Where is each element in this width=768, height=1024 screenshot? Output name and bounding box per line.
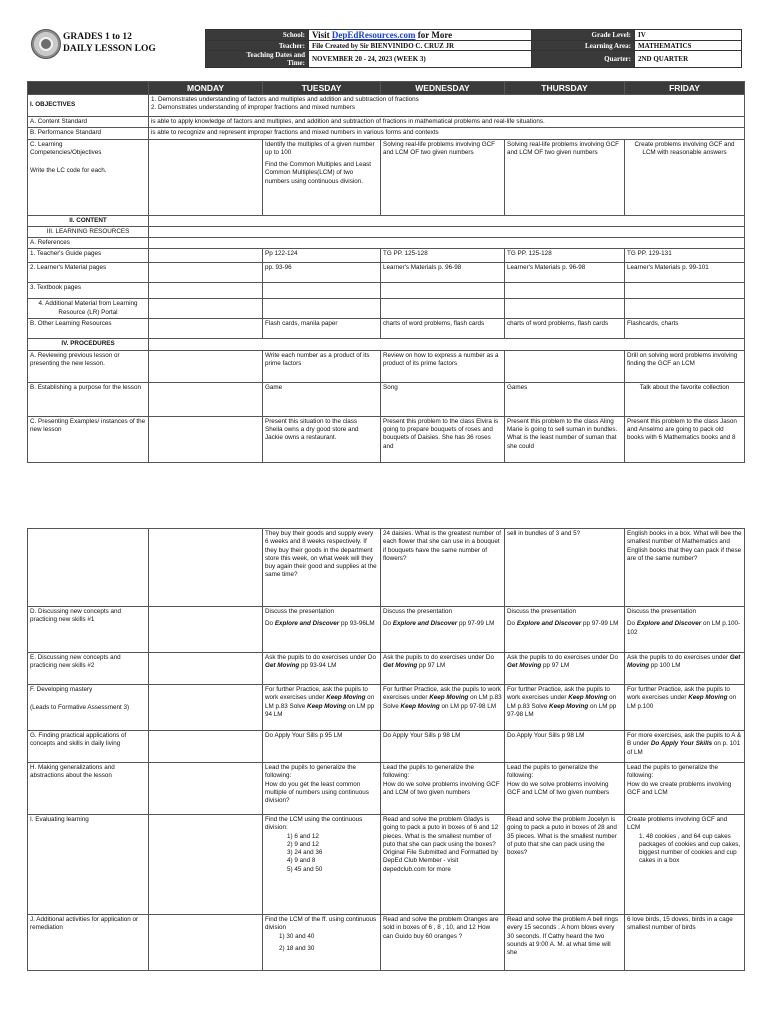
quarter-label: Quarter:: [532, 51, 635, 68]
day-thursday: THURSDAY: [505, 82, 625, 95]
additional-material-label: 4. Additional Material from Learning Resource (LR) Portal: [28, 299, 149, 319]
lesson-plan-table-continued: [27, 528, 745, 971]
log-header: [27, 26, 744, 70]
content-label: II. CONTENT: [28, 215, 149, 226]
presenting-continued-row: They buy their goods and supply every 6 weeks and 8 weeks respectively. If they buy their goods in the department store this week, on what week will they buy again their good and supplies at the same time? 24 daisies. What is the greatest number of each flower that she can use in a bouquet if bouquets have the same number of flowers? sell in bundles of 3 and 5? English books in a box. What will bee the smallest number of Mathematics and English books that they can pack if these are of the same number?: [28, 529, 745, 607]
additional-activities-row: J. Additional activities for application or remediation Find the LCM of the ff. using continuous division 1) 30 and 40 2) 18 and 30 Read and solve the problem Oranges are sold in boxes of 6 , 8 , 10, and 12 How can Guido buy 60 oranges ? Read and solve the problem A bell rings every 15 seconds . A horn blows every 30 seconds. If Cathy heard the two sounds at 9:00 A. M. at what time will she 6 love birds, 15 doves, birds in a cage smallest number of birds: [28, 915, 745, 971]
performance-standard-row: [28, 128, 745, 139]
deped-seal-icon: [31, 29, 61, 59]
learners-material-row: 2. Learner's Material pages pp. 93-96 Learner's Materials p. 96-98 Learner's Materials p. 96-98 Learner's Materials p. 99-101: [28, 263, 745, 283]
presenting-row: C. Presenting Examples/ instances of the new lesson Present this situation to the class Sheila owns a dry good store and Jackie owns a restaurant. Present this problem to the class Elvira is going to prepare bouquets of roses and bouquets of Daisies. She has 36 roses and Present this problem to the class Aling Marie is going to sell suman in bundles. What is the least number of suman that she could Present this problem to the class Jason and Anselmo are going to pack old books with 6 Mathematics books and 8: [28, 416, 745, 462]
day-monday: MONDAY: [149, 82, 263, 95]
teaching-dates-label: Teaching Dates and Time:: [206, 51, 309, 68]
learning-resources-row: [28, 226, 745, 237]
teacher-label: Teacher:: [206, 41, 309, 51]
competencies-friday: Create problems involving GCF and LCM with reasonable answers: [625, 139, 745, 215]
other-resources-row: B. Other Learning Resources Flash cards, manila paper charts of word problems, flash cards charts of word problems, flash cards Flashcards, charts: [28, 319, 745, 339]
objectives-row: [28, 95, 745, 117]
page-gap: [0, 474, 768, 528]
school-label: School:: [206, 30, 309, 41]
developing-mastery-row: F. Developing mastery (Leads to Formative Assessment 3) For further Practice, ask the pupils to work exercises under Keep Moving on LM p.83 Solve Keep Moving on LM pp 94 LM For further Practice, ask the pupils to work exercises under Keep Moving on LM p.83 Solve Keep Moving on LM pp 97-98 LM For further Practice, ask the pupils to work exercises under Keep Moving on LM p.83 Solve Keep Moving on LM pp 97-98 LM For further Practice, ask the pupils to work exercises under Keep Moving on LM p.100: [28, 685, 745, 731]
lesson-plan-table: [27, 81, 745, 463]
content-row: [28, 215, 745, 226]
discussing-2-row: E. Discussing new concepts and practicing new skills #2 Ask the pupils to do exercises under Do Get Moving pp 93-94 LM Ask the pupils to do exercises under Do Get Moving pp 97 LM Ask the pupils to do exercises under Do Get Moving pp 97 LM Ask the pupils to do exercises under Get Moving pp 100 LM: [28, 653, 745, 685]
purpose-label: B. Establishing a purpose for the lesson: [28, 382, 149, 416]
applications-label: G. Finding practical applications of concepts and skills in daily living: [28, 731, 149, 763]
performance-standard-text: is able to recognize and represent improper fractions and mixed numbers in various forms and contexts: [149, 128, 745, 139]
other-resources-label: B. Other Learning Resources: [28, 319, 149, 339]
presenting-label: C. Presenting Examples/ instances of the new lesson: [28, 416, 149, 462]
log-title: GRADES 1 to 12 DAILY LESSON LOG: [63, 32, 156, 54]
content-standard-label: A. Content Standard: [28, 117, 149, 128]
reviewing-row: A. Reviewing previous lesson or presenting the new lesson. Write each number as a product of its prime factors Review on how to express a number as a product of its prime factors Drill on solving word problems involving finding the GCF an LCM: [28, 350, 745, 382]
competencies-wednesday: Solving real-life problems involving GCF and LCM OF two given numbers: [381, 139, 505, 215]
lesson-log-page-1: [27, 26, 744, 474]
additional-activities-label: J. Additional activities for application or remediation: [28, 915, 149, 971]
evaluating-row: I. Evaluating learning Find the LCM using the continuous division: 1) 6 and 12 2) 9 and 12 3) 24 and 36 4) 9 and 8 5) 45 and 50 Read and solve the problem Gladys is going to pack a puto in boxes of 6 and 12 pieces. What is the smallest number of puto that she can pack using the boxes? Original File Submitted and Formatted by DepEd Club Member - visit depedclub.com for more Read and solve the problem Jocelyn is going to pack a puto in boxes of 28 and 35 pieces. What is the smallest number of puto that she can pack using the boxes? Create problems involving GCF and LCM 1. 48 cookies , and 64 cup cakes packages of cookies and cup cakes, biggest number of cookies and cup cakes in a box: [28, 815, 745, 915]
evaluating-label: I. Evaluating learning: [28, 815, 149, 915]
textbook-row: [28, 283, 745, 299]
days-header-row: [28, 82, 745, 95]
deped-resources-link[interactable]: DepEdResources.com: [331, 30, 416, 40]
discussing-1-row: D. Discussing new concepts and practicing new skills #1 Discuss the presentation Do Explore and Discover pp 93-96LM Discuss the presentation Do Explore and Discover pp 97-99 LM Discuss the presentation Do Explore and Discover pp 97-99 LM Discuss the presentation Do Explore and Discover on LM p.100-102: [28, 607, 745, 653]
objectives-text: 1. Demonstrates understanding of factors and multiples and addition and subtraction of fractions 2. Demonstrates understanding of improper fractions and mixed numbers: [149, 95, 745, 117]
content-standard-row: [28, 117, 745, 128]
content-standard-text: is able to apply knowledge of factors and multiples, and addition and subtraction of fractions in mathematical problems and real-life situations.: [149, 117, 745, 128]
learners-material-label: 2. Learner's Material pages: [28, 263, 149, 283]
learning-area-label: Learning Area:: [532, 41, 635, 51]
quarter-value: 2ND QUARTER: [635, 51, 742, 68]
depedclub-note: Original File Submitted and Formatted by DepEd Club Member - visit depedclub.com for more: [383, 849, 498, 873]
day-friday: FRIDAY: [625, 82, 745, 95]
applications-row: G. Finding practical applications of concepts and skills in daily living Do Apply Your Sills p 95 LM Do Apply Your Sills p 98 LM Do Apply Your Sills p 98 LM For more exercises, ask the pupils to A & B under Do Apply Your Skills on p. 101 of LM: [28, 731, 745, 763]
school-value: Visit DepEdResources.com for More: [309, 30, 532, 41]
references-label: A. References: [28, 238, 149, 249]
competencies-thursday: Solving real-life problems involving GCF and LCM OF two given numbers: [505, 139, 625, 215]
header-info-table: [205, 29, 742, 68]
competencies-label: C. Learning Competencies/Objectives Write the LC code for each.: [28, 139, 149, 215]
teaching-dates-value: NOVEMBER 20 - 24, 2023 (WEEK 3): [309, 51, 532, 68]
procedures-row: [28, 339, 745, 350]
discussing-2-label: E. Discussing new concepts and practicing new skills #2: [28, 653, 149, 685]
teachers-guide-row: 1. Teacher's Guide pages Pp 122-124 TG PP. 125-128 TG PP. 125-128 TG PP. 129-131: [28, 249, 745, 263]
day-wednesday: WEDNESDAY: [381, 82, 505, 95]
generalizations-row: H. Making generalizations and abstractions about the lesson Lead the pupils to generalize the following: How do you get the least common multiple of numbers using continuous division? Lead the pupils to generalize the following: How do we solve problems involving GCF and LCM of two given numbers Lead the pupils to generalize the following: How do we solve problems involving GCF and LCM of two given numbers Lead the pupils to generalize the following: How do we create problems involving GCF and LCM: [28, 763, 745, 815]
grade-level-value: IV: [635, 30, 742, 41]
competencies-tuesday: Identify the multiples of a given number up to 100 Find the Common Multiples and Least Common Multiples(LCM) of two numbers using continuous division.: [263, 139, 381, 215]
references-row: [28, 238, 745, 249]
lesson-log-page-2: [27, 528, 744, 998]
additional-material-row: [28, 299, 745, 319]
reviewing-label: A. Reviewing previous lesson or presenting the new lesson.: [28, 350, 149, 382]
generalizations-label: H. Making generalizations and abstractions about the lesson: [28, 763, 149, 815]
day-tuesday: TUESDAY: [263, 82, 381, 95]
purpose-row: B. Establishing a purpose for the lesson Game Song Games Talk about the favorite collection: [28, 382, 745, 416]
competencies-row: [28, 139, 745, 215]
learning-resources-label: III. LEARNING RESOURCES: [28, 226, 149, 237]
teachers-guide-label: 1. Teacher's Guide pages: [28, 249, 149, 263]
procedures-label: IV. PROCEDURES: [28, 339, 149, 350]
grade-level-label: Grade Level:: [532, 30, 635, 41]
performance-standard-label: B. Performance Standard: [28, 128, 149, 139]
discussing-1-label: D. Discussing new concepts and practicing new skills #1: [28, 607, 149, 653]
developing-mastery-label: F. Developing mastery (Leads to Formative Assessment 3): [28, 685, 149, 731]
learning-area-value: MATHEMATICS: [635, 41, 742, 51]
textbook-label: 3. Textbook pages: [28, 283, 149, 299]
objectives-label: I. OBJECTIVES: [28, 95, 149, 117]
teacher-value: File Created by Sir BIENVINIDO C. CRUZ JR: [309, 41, 532, 51]
